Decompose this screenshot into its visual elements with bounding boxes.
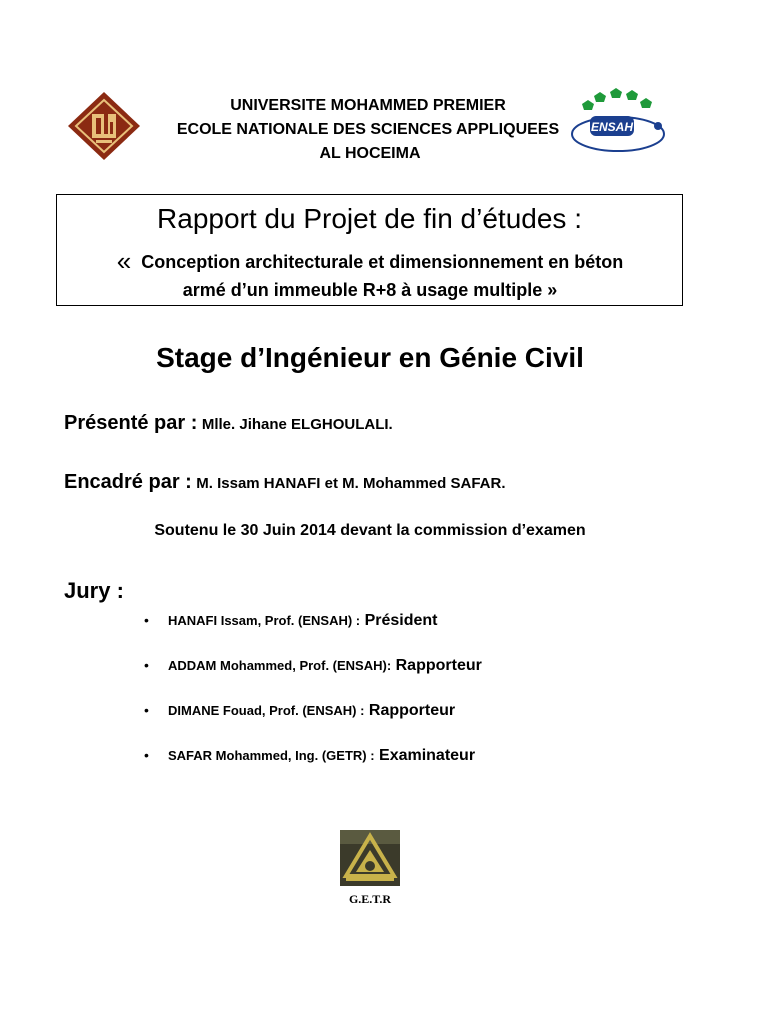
open-quote: «	[116, 246, 132, 276]
jury-member-name: DIMANE Fouad, Prof. (ENSAH) :	[168, 703, 365, 718]
jury-member-role: Examinateur	[379, 747, 476, 764]
report-subtitle	[75, 245, 665, 304]
title-box	[56, 194, 683, 306]
subtitle-line-1: Conception architecturale et dimensionnement en béton	[141, 252, 624, 272]
jury-label-text: Jury :	[64, 578, 124, 603]
bullet: •	[144, 747, 149, 763]
presented-by-label: Présenté par :	[64, 412, 198, 434]
jury-member	[144, 608, 438, 633]
getr-caption: G.E.T.R	[348, 892, 392, 906]
jury-member-role: Rapporteur	[395, 657, 482, 674]
stage-title: Stage d’Ingénieur en Génie Civil	[156, 342, 584, 373]
supervised-by	[64, 471, 506, 494]
supervised-by-value: M. Issam HANAFI et M. Mohammed SAFAR.	[196, 475, 506, 492]
jury-member-role: Rapporteur	[368, 702, 456, 719]
presented-by	[64, 412, 393, 435]
university-name: UNIVERSITE MOHAMMED PREMIER	[230, 97, 506, 114]
jury-member	[144, 653, 482, 678]
jury-member-name: ADDAM Mohammed, Prof. (ENSAH):	[168, 658, 392, 673]
jury-label	[64, 578, 124, 604]
jury-member-name: HANAFI Issam, Prof. (ENSAH) :	[168, 613, 361, 628]
ensah-logo-text: ENSAH	[590, 120, 634, 134]
bullet: •	[144, 657, 149, 673]
bullet: •	[144, 612, 149, 628]
defense-statement: Soutenu le 30 Juin 2014 devant la commission d’examen	[154, 522, 586, 539]
bullet: •	[144, 702, 149, 718]
subtitle-line-2: armé d’un immeuble R+8 à usage multiple »	[182, 280, 558, 300]
jury-member	[144, 698, 455, 723]
presented-by-value: Mlle. Jihane ELGHOULALI.	[201, 416, 393, 433]
jury-member-role: Président	[364, 612, 438, 629]
school-city: AL HOCEIMA	[319, 145, 421, 162]
supervised-by-label: Encadré par :	[64, 471, 192, 493]
jury-member-name: SAFAR Mohammed, Ing. (GETR) :	[168, 748, 375, 763]
school-name: ECOLE NATIONALE DES SCIENCES APPLIQUEES	[176, 121, 560, 138]
report-title: Rapport du Projet de fin d’études :	[157, 203, 582, 234]
jury-member	[144, 743, 475, 768]
getr-logo	[340, 830, 400, 886]
